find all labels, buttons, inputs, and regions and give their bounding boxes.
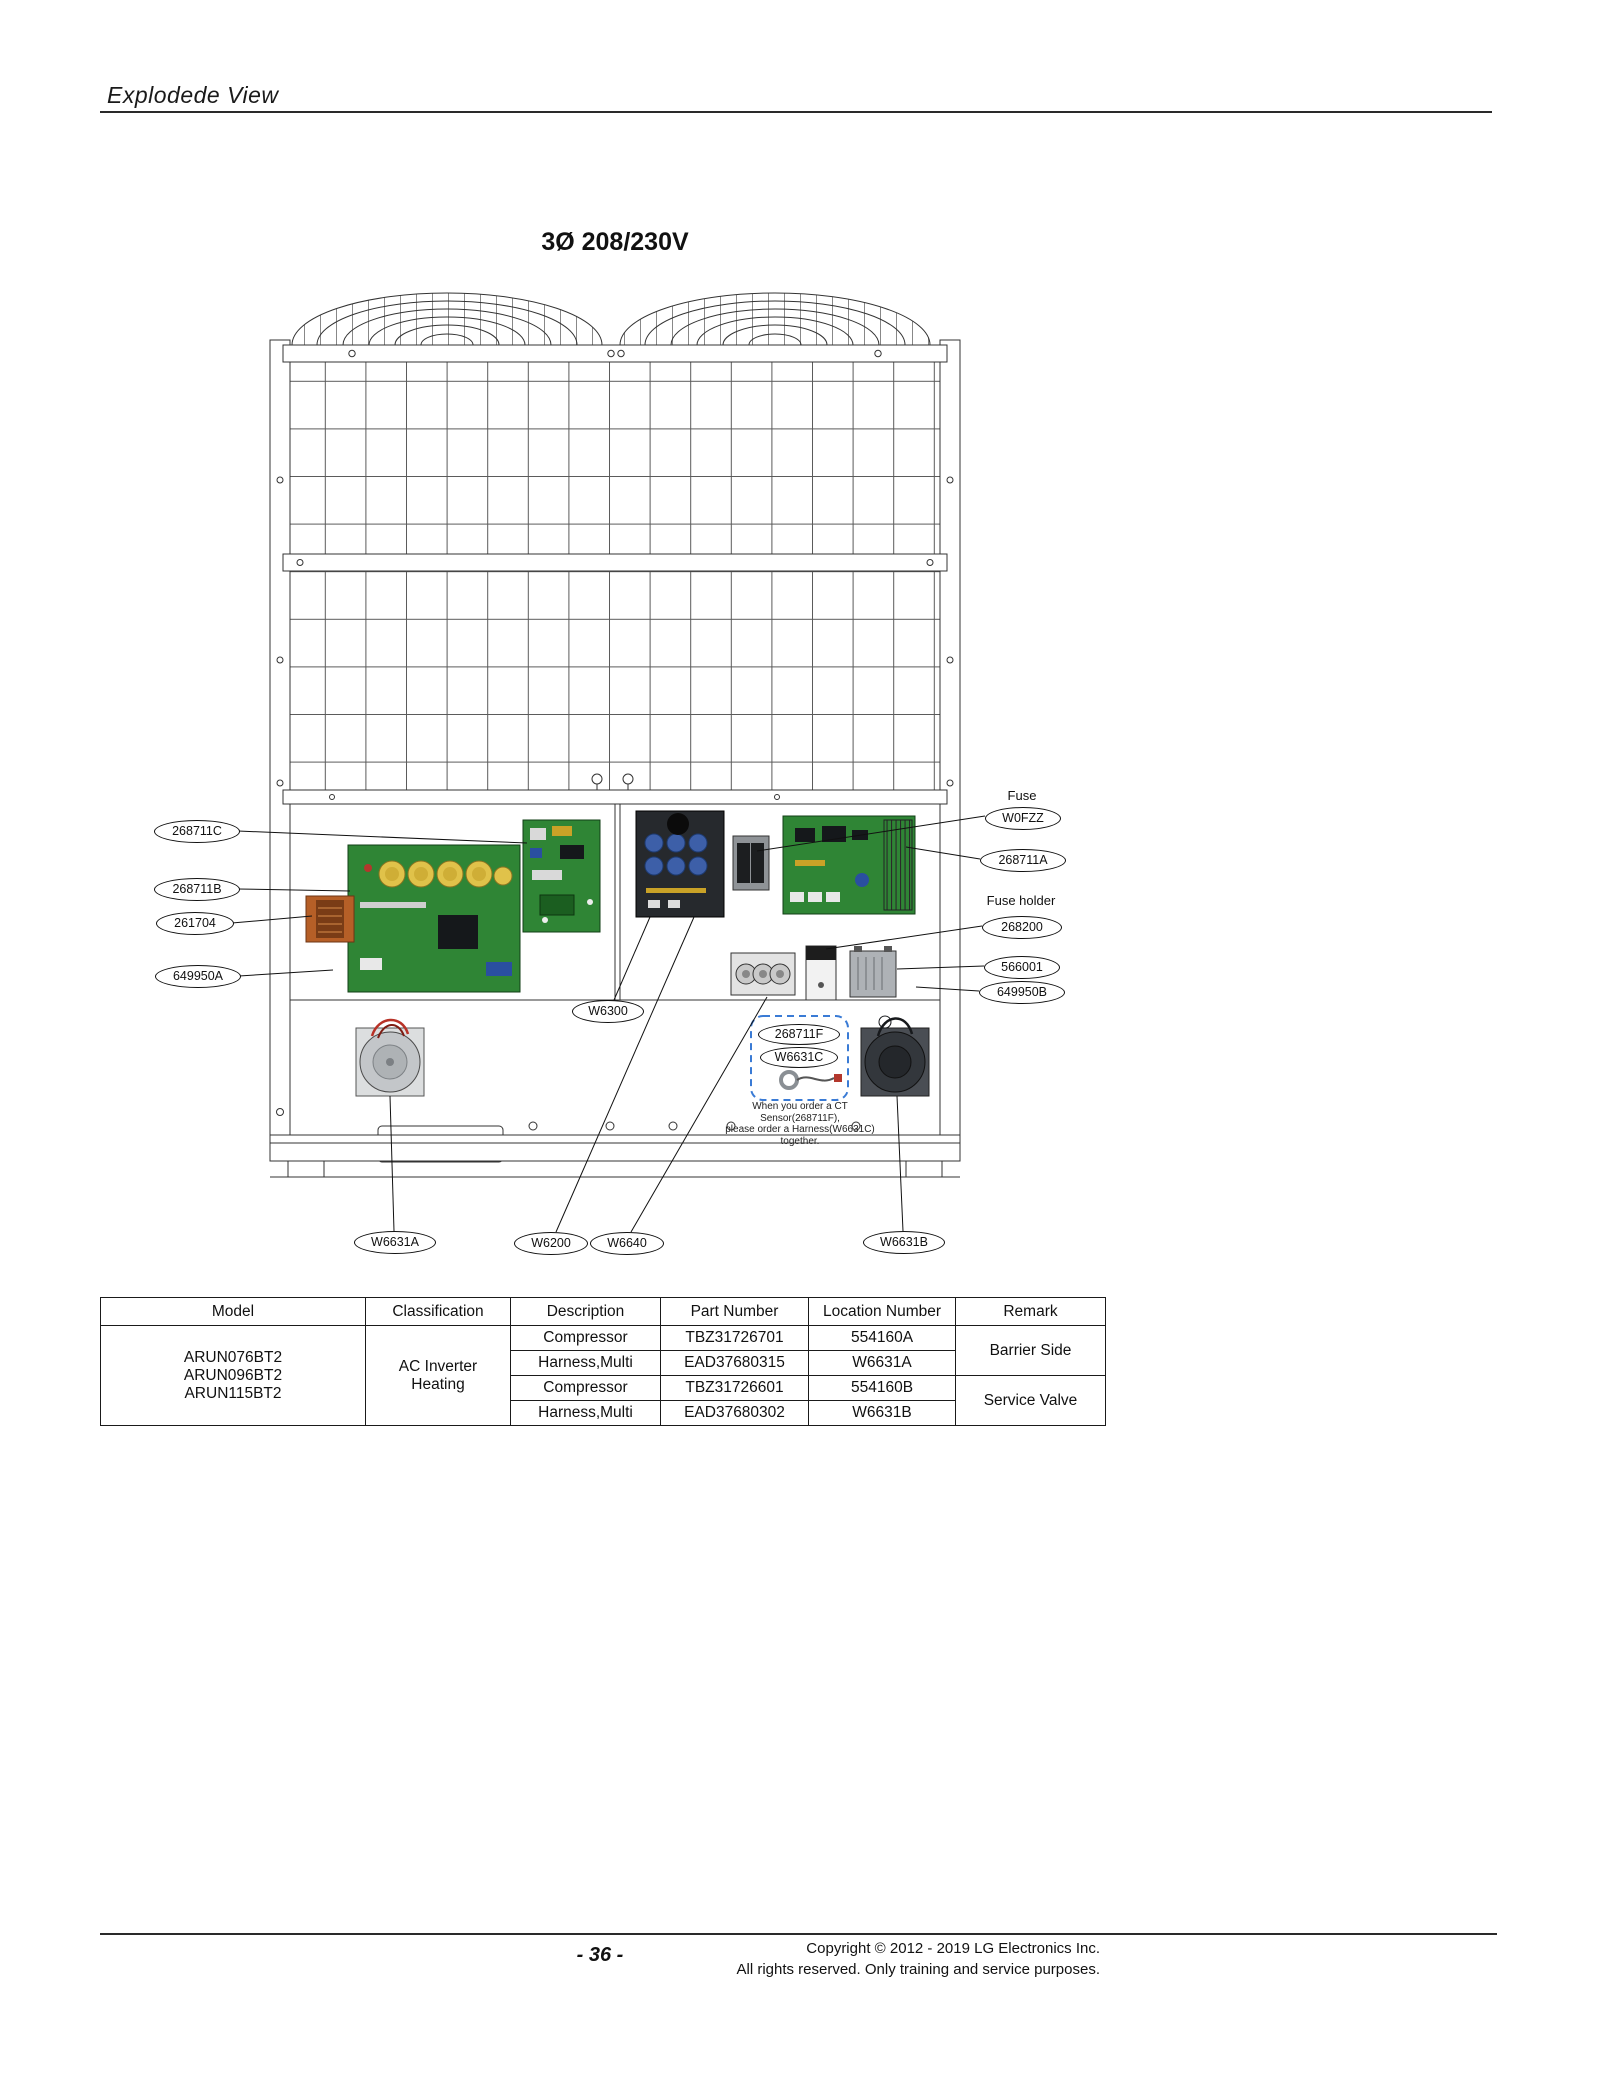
location-number-cell: 554160A	[809, 1326, 956, 1351]
col-header-description: Description	[511, 1298, 661, 1326]
part-number-cell: TBZ31726601	[661, 1376, 809, 1401]
location-number-cell: W6631B	[809, 1401, 956, 1426]
location-number-cell: 554160B	[809, 1376, 956, 1401]
control-pcb	[523, 820, 600, 932]
page-header-title: Explodede View	[107, 82, 279, 108]
classification-line: AC Inverter	[398, 1357, 478, 1375]
fuse-block	[733, 836, 769, 890]
col-header-classification: Classification	[366, 1298, 511, 1326]
part-number-cell: EAD37680302	[661, 1401, 809, 1426]
table-header-row	[101, 1298, 1106, 1326]
note-line: please order a Harness(W6631C) together.	[725, 1124, 875, 1147]
callout-W6640: W6640	[590, 1232, 664, 1255]
description-cell: Compressor	[511, 1376, 661, 1401]
col-header-model: Model	[101, 1298, 366, 1326]
page-number: - 36 -	[576, 1944, 624, 1966]
parts-table	[100, 1297, 1106, 1426]
callout-261704: 261704	[156, 912, 234, 935]
callout-649950A: 649950A	[155, 965, 241, 988]
fan-grille-left	[292, 293, 602, 345]
description-cell: Harness,Multi	[511, 1401, 661, 1426]
capacitor-pcb	[636, 811, 724, 917]
callout-649950B: 649950B	[979, 981, 1065, 1004]
callout-268711A: 268711A	[980, 849, 1066, 872]
fuse-holder-label: Fuse holder	[986, 893, 1056, 908]
col-header-part-number: Part Number	[661, 1298, 809, 1326]
remark-cell: Barrier Side	[956, 1326, 1106, 1376]
location-number-cell: W6631A	[809, 1351, 956, 1376]
model-line: ARUN076BT2	[183, 1348, 283, 1366]
terminal-block	[731, 953, 795, 995]
part-number-cell: TBZ31726701	[661, 1326, 809, 1351]
description-cell: Harness,Multi	[511, 1351, 661, 1376]
inverter-pcb	[348, 845, 520, 992]
condenser-coil	[283, 362, 947, 790]
fuse-label: Fuse	[1007, 788, 1037, 803]
diagram-title: 3Ø 208/230V	[541, 228, 689, 256]
model-line: ARUN096BT2	[183, 1366, 283, 1384]
top-rail	[283, 345, 947, 362]
callout-268200: 268200	[982, 916, 1062, 939]
callout-W0FZZ: W0FZZ	[985, 807, 1061, 830]
classification-line: Heating	[411, 1375, 465, 1393]
callout-W6631A: W6631A	[354, 1231, 436, 1254]
table-row	[101, 1326, 1106, 1351]
callout-268711F: 268711F	[758, 1024, 840, 1045]
right-pcb	[783, 816, 915, 914]
callout-566001: 566001	[984, 956, 1060, 979]
callout-W6631B: W6631B	[863, 1231, 945, 1254]
description-cell: Compressor	[511, 1326, 661, 1351]
note-line: When you order a CT Sensor(268711F),	[752, 1101, 848, 1124]
col-header-location-number: Location Number	[809, 1298, 956, 1326]
fan-motor-left	[356, 1020, 424, 1096]
magnetic-contactor	[850, 946, 896, 997]
callout-268711C: 268711C	[154, 820, 240, 843]
fuse-holder-relay	[806, 946, 836, 1000]
fan-motor-right	[861, 1016, 929, 1096]
ct-sensor-note	[712, 1101, 888, 1147]
copyright	[700, 1938, 1100, 1980]
copyright-line: All rights reserved. Only training and service purposes.	[736, 1961, 1100, 1978]
col-header-remark: Remark	[956, 1298, 1106, 1326]
part-number-cell: EAD37680315	[661, 1351, 809, 1376]
model-line: ARUN115BT2	[184, 1384, 282, 1402]
fan-grille-right	[620, 293, 930, 345]
remark-cell: Service Valve	[956, 1376, 1106, 1426]
callout-268711B: 268711B	[154, 878, 240, 901]
model-cell	[101, 1326, 366, 1426]
transformer	[306, 896, 354, 942]
footer-divider	[100, 1933, 1497, 1935]
callout-W6631C: W6631C	[760, 1047, 838, 1068]
callout-W6300: W6300	[572, 1000, 644, 1023]
copyright-line: Copyright © 2012 - 2019 LG Electronics Inc.	[806, 1940, 1100, 1957]
classification-cell	[366, 1326, 511, 1426]
callout-W6200: W6200	[514, 1232, 588, 1255]
